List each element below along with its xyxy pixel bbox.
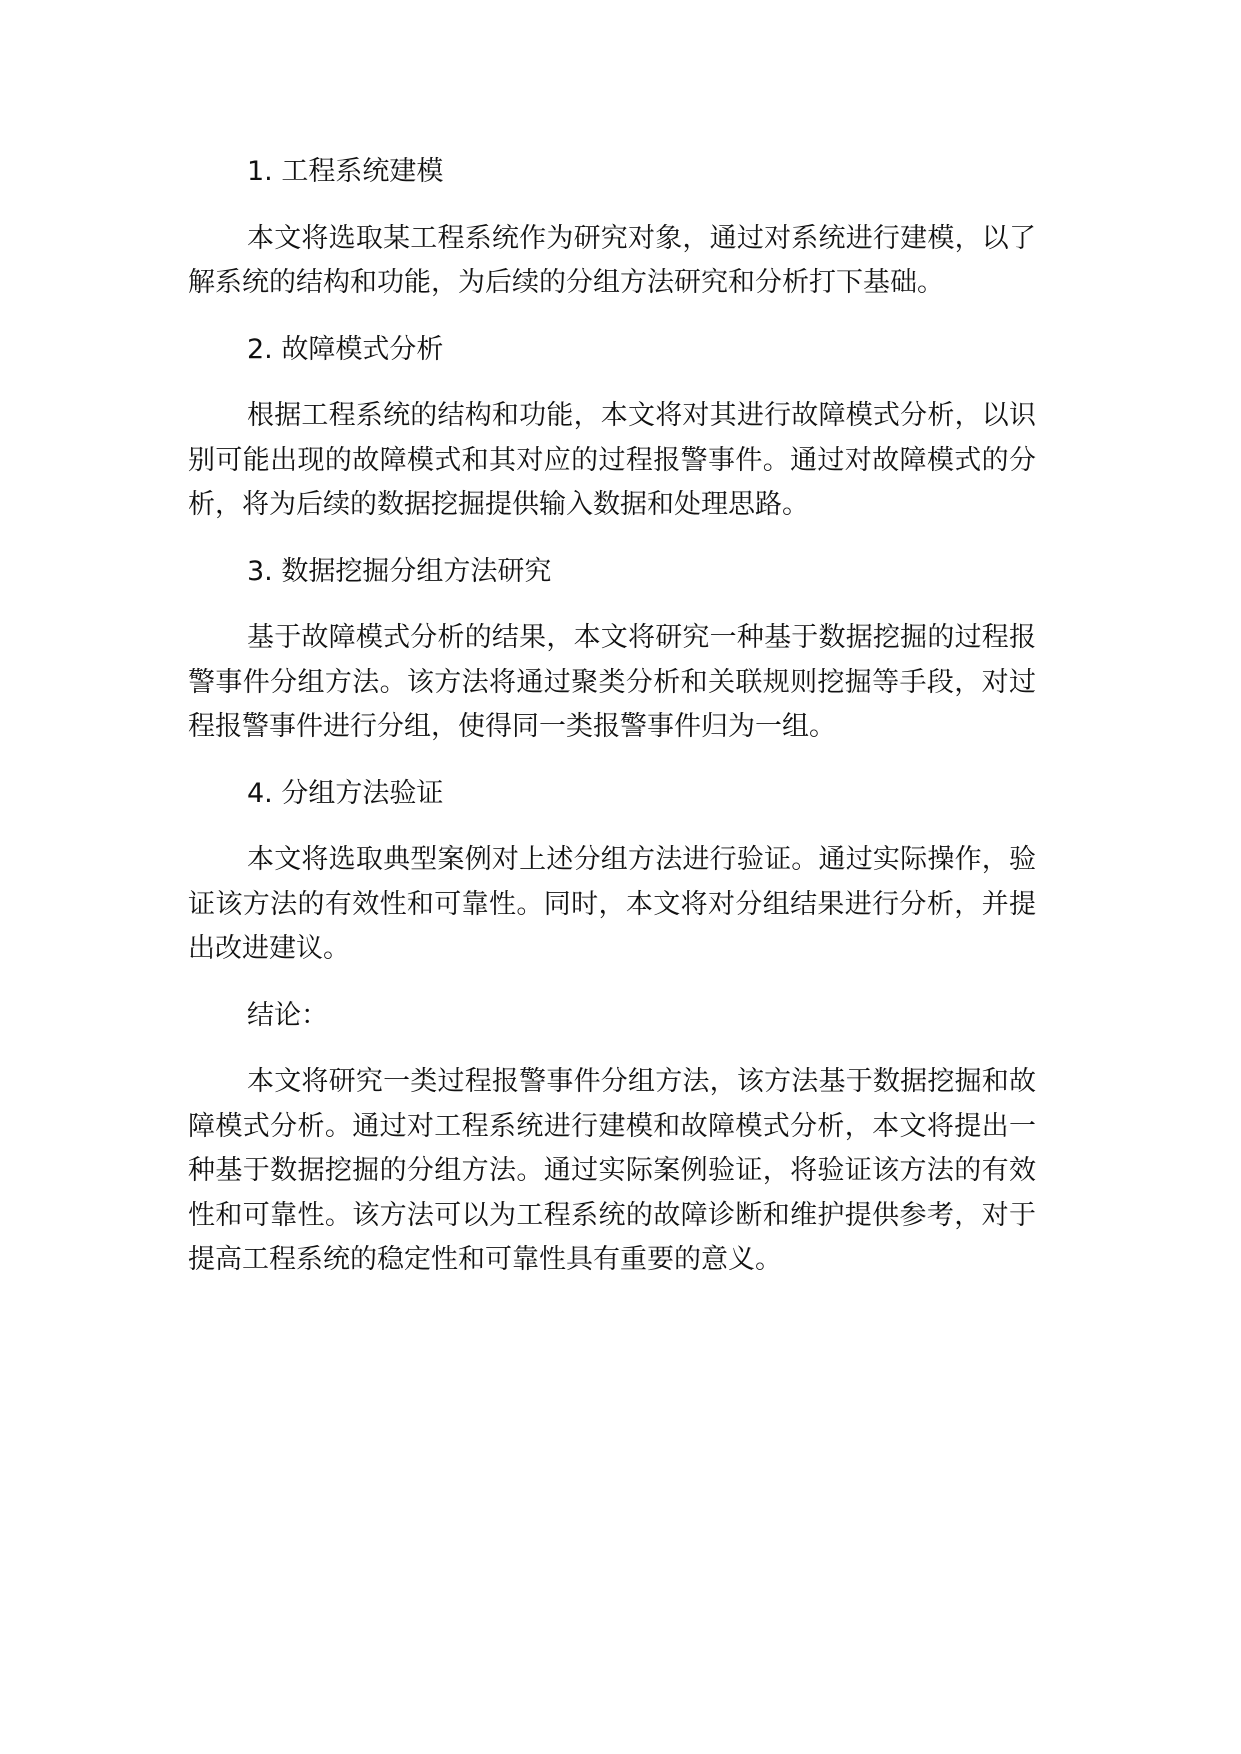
- section-heading-2: 2. 故障模式分析: [247, 333, 444, 365]
- document-content: [188, 150, 1036, 1305]
- section-body-1: 本文将选取某工程系统作为研究对象，通过对系统进行建模，以了解系统的结构和功能，为后续的分组方法研究和分析打下基础。: [188, 222, 1036, 298]
- section-body-4: 本文将选取典型案例对上述分组方法进行验证。通过实际操作，验证该方法的有效性和可靠性。同时，本文将对分组结果进行分析，并提出改进建议。: [188, 844, 1036, 964]
- section-heading-1: 1. 工程系统建模: [247, 156, 444, 187]
- conclusion-heading: 结论：: [247, 999, 328, 1031]
- section-heading-4: 4. 分组方法验证: [247, 777, 444, 809]
- section-body-3: 基于故障模式分析的结果，本文将研究一种基于数据挖掘的过程报警事件分组方法。该方法将通过聚类分析和关联规则挖掘等手段，对过程报警事件进行分组，使得同一类报警事件归为一组。: [188, 622, 1036, 742]
- section-heading-3: 3. 数据挖掘分组方法研究: [247, 555, 552, 587]
- section-body-2: 根据工程系统的结构和功能，本文将对其进行故障模式分析，以识别可能出现的故障模式和其对应的过程报警事件。通过对故障模式的分析，将为后续的数据挖掘提供输入数据和处理思路。: [188, 400, 1036, 520]
- conclusion-body: 本文将研究一类过程报警事件分组方法，该方法基于数据挖掘和故障模式分析。通过对工程系统进行建模和故障模式分析，本文将提出一种基于数据挖掘的分组方法。通过实际案例验证，将验证该方法的有效性和可靠性。该方法可以为工程系统的故障诊断和维护提供参考，对于提高工程系统的稳定性和可靠性具有重要的意义。: [188, 1066, 1036, 1275]
